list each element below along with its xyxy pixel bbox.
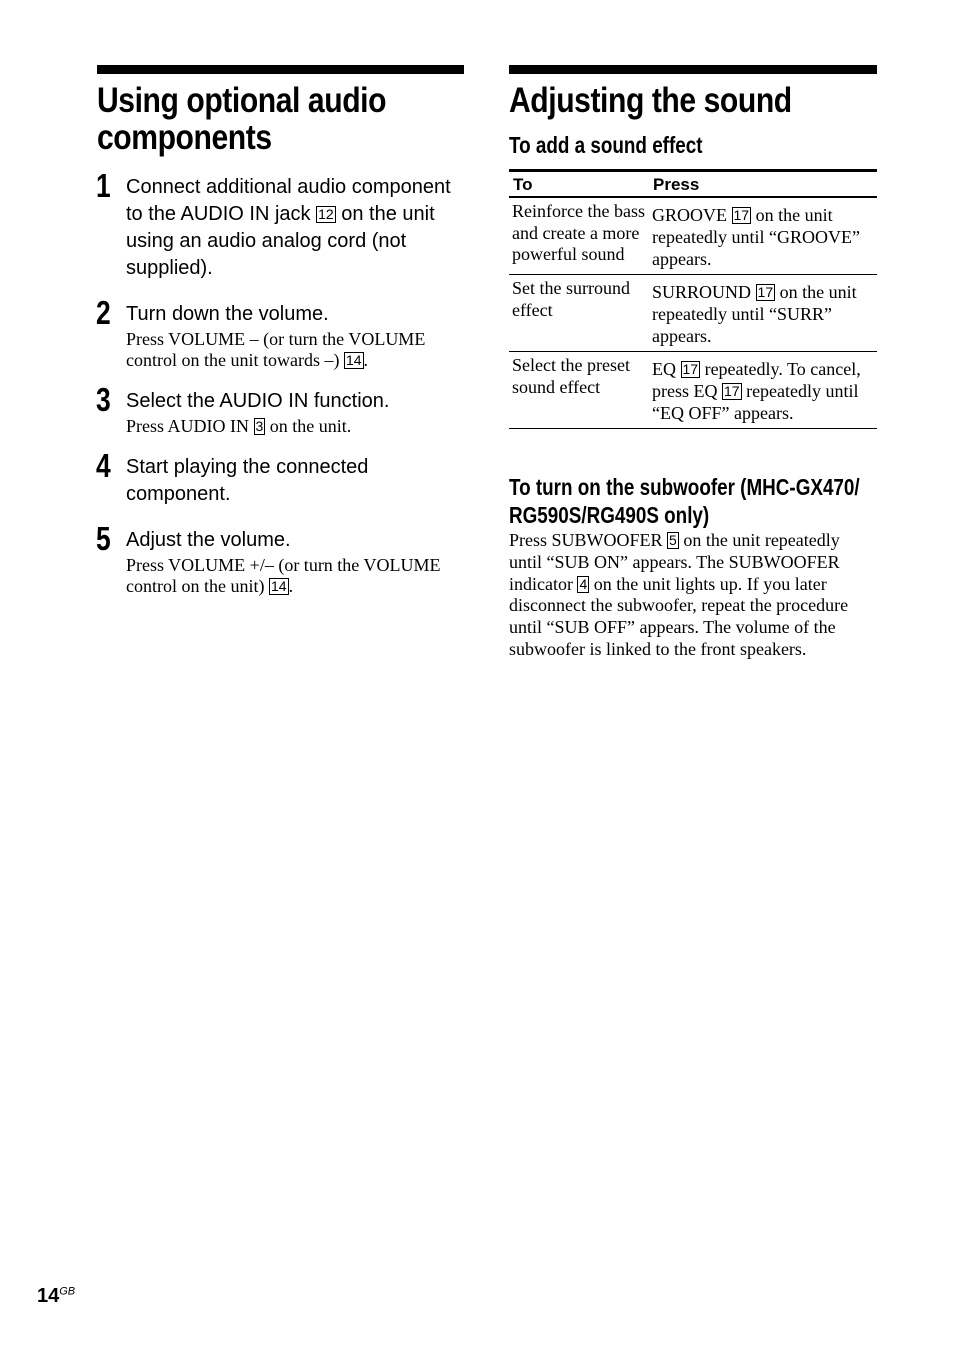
right-column (509, 65, 877, 661)
part-number-box: 17 (757, 284, 774, 300)
part-number-box: 4 (579, 575, 588, 592)
table-cell-to: Select the preset sound effect (509, 352, 649, 429)
section-title: Adjusting the sound (509, 81, 792, 120)
step-title: Turn down the volume. (126, 303, 329, 325)
step-title: Start playing the connected component. (126, 456, 369, 505)
part-number-box: 17 (724, 383, 740, 399)
section-title: Using optional audio components (97, 81, 387, 157)
step-title: Select the AUDIO IN function. (126, 390, 390, 412)
page-suffix: GB (59, 1285, 76, 1298)
step-title: Connect additional audio component to the AUDIO IN jack 12 on the unit using an audio analog cord (not supplied). (126, 176, 451, 279)
step-3 (96, 381, 464, 437)
step-number: 3 (96, 381, 111, 418)
page-number: $14^{GB}$ (37, 1285, 76, 1307)
step-number: 1 (96, 167, 111, 204)
table-cell-to: Reinforce the bass and create a more powerful sound (509, 197, 649, 275)
table-cell-press: GROOVE 17 on the unit repeatedly until “GROOVE” appears. (649, 197, 877, 275)
part-number-box: 17 (733, 207, 750, 223)
table-header-row (509, 171, 877, 198)
column-header-to: To (509, 171, 649, 198)
subheading-sound-effect: To add a sound effect (509, 132, 703, 158)
subheading-subwoofer: To turn on the subwoofer (MHC-GX470/ RG590S/RG490S only) (509, 474, 860, 528)
table-row (509, 197, 877, 275)
subwoofer-paragraph: Press SUBWOOFER 5 on the unit repeatedly until “SUB ON” appears. The SUBWOOFER indicator 4 on the unit lights up. If you later disconnect the subwoofer, repeat the procedure until “SUB OFF” appears. The volume of the subwoofer is linked to the front speakers. (509, 530, 849, 659)
part-number-box: 12 (318, 206, 334, 222)
step-body: Press VOLUME +/– (or turn the VOLUME control on the unit) 14 . (126, 555, 441, 596)
step-number: 4 (96, 447, 111, 484)
table-cell-press: SURROUND 17 on the unit repeatedly until “SURR” appears. (649, 275, 877, 352)
step-1 (96, 167, 464, 282)
step-body: Press VOLUME – (or turn the VOLUME control on the unit towards –) 14 . (126, 329, 426, 370)
step-5 (96, 520, 464, 597)
part-number-box: 14 (345, 352, 362, 368)
section-rule (509, 65, 877, 74)
step-4 (96, 447, 464, 508)
section-rule (97, 65, 464, 74)
table-cell-press: EQ 17 repeatedly. To cancel, press EQ 17 repeatedly until “EQ OFF” appears. (649, 352, 877, 429)
table-row (509, 275, 877, 352)
step-title: Adjust the volume. (126, 529, 291, 551)
part-number-box: 5 (669, 532, 677, 548)
step-body: Press AUDIO IN 3 on the unit. (126, 416, 352, 436)
sound-effect-table (509, 169, 877, 429)
step-number: 2 (96, 294, 111, 331)
column-header-press: Press (649, 171, 877, 198)
part-number-box: 14 (270, 578, 287, 594)
table-row (509, 352, 877, 429)
table-cell-to: Set the surround effect (509, 275, 649, 352)
part-number-box: 3 (255, 418, 264, 434)
part-number-box: 17 (682, 361, 699, 377)
step-number: 5 (96, 520, 111, 557)
left-column (97, 65, 464, 597)
step-2 (96, 294, 464, 371)
